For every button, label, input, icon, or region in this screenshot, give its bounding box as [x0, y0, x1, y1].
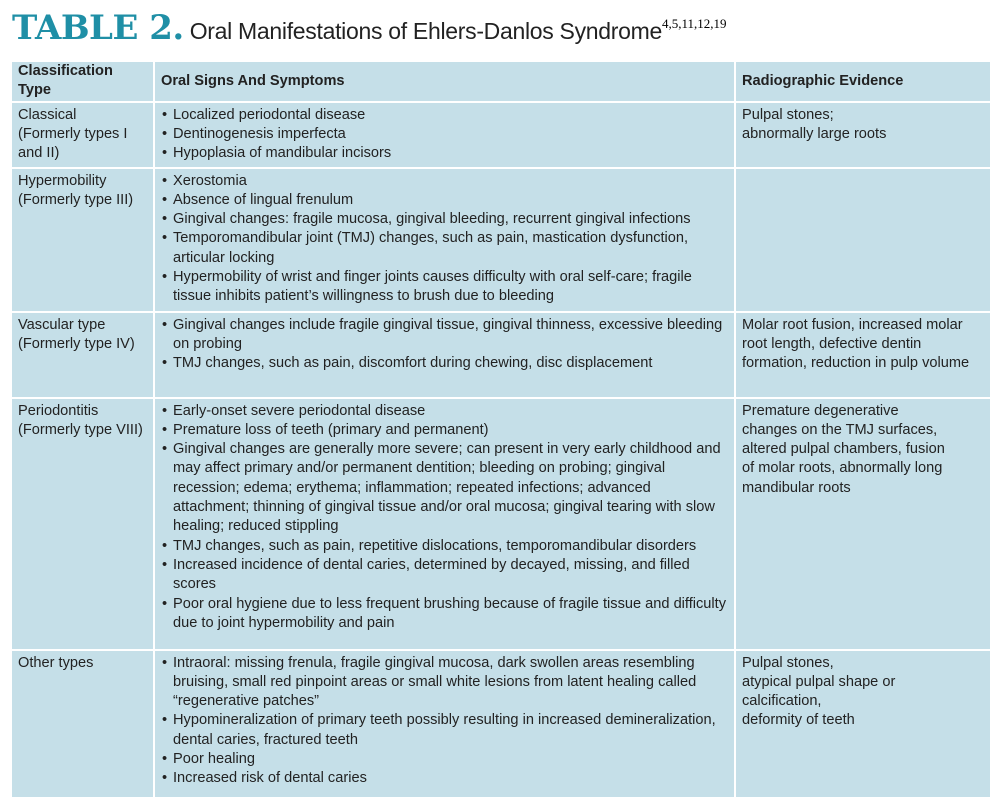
oral-signs-cell	[153, 313, 734, 399]
oral-signs-cell	[153, 399, 734, 651]
classification-type-line: Classical	[18, 106, 77, 123]
classification-type-line: (Formerly type III)	[18, 191, 134, 208]
radiographic-evidence-line: Pulpal stones;	[742, 106, 834, 123]
oral-signs-list	[161, 172, 728, 307]
radiographic-evidence-line: calcification,	[742, 693, 822, 710]
oral-sign-item: • Gingival changes are generally more severe; can present in very early childhood and may affect primary and/or permanent dentition; bleeding on probing; gingival recession; edema; erythema; inflammation; repeated infections; advanced attachment; thinning of gingival tissue and/or oral mucosa; gingival tearing with slow healing; reduced stippling	[161, 440, 728, 536]
oral-sign-item: • Increased risk of dental caries	[161, 769, 728, 788]
classification-type-cell	[12, 169, 153, 313]
radiographic-evidence-line: Molar root fusion, increased molar	[742, 316, 963, 333]
oral-sign-item: • Xerostomia	[161, 172, 728, 191]
table-row-other-types	[12, 651, 990, 804]
oral-sign-item: • Increased incidence of dental caries, determined by decayed, missing, and filled scores	[161, 556, 728, 595]
table-title-references: 4,5,11,12,19	[661, 16, 727, 31]
classification-type-line: Hypermobility	[18, 172, 107, 189]
radiographic-evidence-line: changes on the TMJ surfaces,	[742, 421, 938, 438]
oral-sign-item: • Poor oral hygiene due to less frequent brushing because of fragile tissue and difficulty due to joint hypermobility and pain	[161, 595, 728, 634]
oral-signs-list	[161, 654, 728, 789]
table-row-hypermobility	[12, 169, 990, 313]
radiographic-evidence-line: abnormally large roots	[742, 125, 887, 142]
table-row-classical	[12, 103, 990, 169]
oral-sign-item: • Poor healing	[161, 750, 728, 769]
oral-sign-item: • TMJ changes, such as pain, repetitive dislocations, temporomandibular disorders	[161, 537, 728, 556]
table-row-vascular	[12, 313, 990, 399]
radiographic-evidence-line: deformity of teeth	[742, 712, 855, 729]
oral-sign-item: • Intraoral: missing frenula, fragile gingival mucosa, dark swollen areas resembling bruising, small red pinpoint areas or small white lesions from latent healing called “regenerative patches”	[161, 654, 728, 712]
radiographic-evidence-line: Pulpal stones,	[742, 654, 834, 671]
header-row	[12, 62, 990, 103]
classification-type-line: and II)	[18, 145, 60, 162]
oral-sign-item: • Hypoplasia of mandibular incisors	[161, 144, 728, 163]
table-row-periodontitis	[12, 399, 990, 651]
table-title	[12, 8, 727, 48]
radiographic-evidence-cell	[734, 313, 990, 399]
radiographic-evidence-line: mandibular roots	[742, 479, 851, 496]
classification-type-line: (Formerly type IV)	[18, 335, 135, 352]
radiographic-evidence-line: root length, defective dentin	[742, 335, 922, 352]
oral-sign-item: • Gingival changes: fragile mucosa, gingival bleeding, recurrent gingival infections	[161, 210, 728, 229]
oral-sign-item: • Dentinogenesis imperfecta	[161, 125, 728, 144]
radiographic-evidence-line: formation, reduction in pulp volume	[742, 355, 970, 372]
radiographic-evidence-cell	[734, 103, 990, 169]
oral-sign-item: • Early-onset severe periodontal disease	[161, 402, 728, 421]
radiographic-evidence-cell	[734, 169, 990, 313]
radiographic-evidence-line: of molar roots, abnormally long	[742, 460, 943, 477]
classification-type-line: Other types	[18, 654, 94, 671]
oral-signs-list	[161, 106, 728, 164]
oral-sign-item: • Gingival changes include fragile gingival tissue, gingival thinness, excessive bleeding on probing	[161, 316, 728, 355]
oral-sign-item: • TMJ changes, such as pain, discomfort during chewing, disc displacement	[161, 354, 728, 373]
classification-type-line: (Formerly types I	[18, 125, 128, 142]
header-oral-signs: Oral Signs And Symptoms	[153, 62, 734, 103]
classification-type-line: Vascular type	[18, 316, 106, 333]
oral-signs-cell	[153, 169, 734, 313]
oral-sign-item: • Hypermobility of wrist and finger joints causes difficulty with oral self-care; fragile tissue inhibits patient’s willingness to brush due to bleeding	[161, 268, 728, 307]
header-classification-type: Classification Type	[12, 62, 153, 103]
table-title-text: Oral Manifestations of Ehlers-Danlos Syndrome	[189, 18, 662, 44]
oral-signs-cell	[153, 651, 734, 804]
oral-sign-item: • Hypomineralization of primary teeth possibly resulting in increased demineralization, dental caries, fractured teeth	[161, 711, 728, 750]
radiographic-evidence-cell	[734, 399, 990, 651]
classification-type-line: Periodontitis	[18, 402, 99, 419]
table-label: TABLE 2.	[12, 8, 184, 48]
header-radiographic-evidence: Radiographic Evidence	[734, 62, 990, 103]
radiographic-evidence-cell	[734, 651, 990, 804]
classification-type-cell	[12, 313, 153, 399]
oral-signs-list	[161, 316, 728, 374]
table-container	[12, 62, 990, 797]
manifestations-table	[12, 62, 990, 804]
classification-type-cell	[12, 399, 153, 651]
oral-sign-item: • Temporomandibular joint (TMJ) changes, such as pain, mastication dysfunction, articular locking	[161, 229, 728, 268]
classification-type-cell	[12, 103, 153, 169]
classification-type-cell	[12, 651, 153, 804]
oral-signs-cell	[153, 103, 734, 169]
oral-sign-item: • Premature loss of teeth (primary and permanent)	[161, 421, 728, 440]
oral-sign-item: • Absence of lingual frenulum	[161, 191, 728, 210]
radiographic-evidence-line: Premature degenerative	[742, 402, 899, 419]
classification-type-line: (Formerly type VIII)	[18, 421, 143, 438]
oral-signs-list	[161, 402, 728, 634]
radiographic-evidence-line: atypical pulpal shape or	[742, 673, 896, 690]
radiographic-evidence-line: altered pulpal chambers, fusion	[742, 441, 945, 458]
oral-sign-item: • Localized periodontal disease	[161, 106, 728, 125]
